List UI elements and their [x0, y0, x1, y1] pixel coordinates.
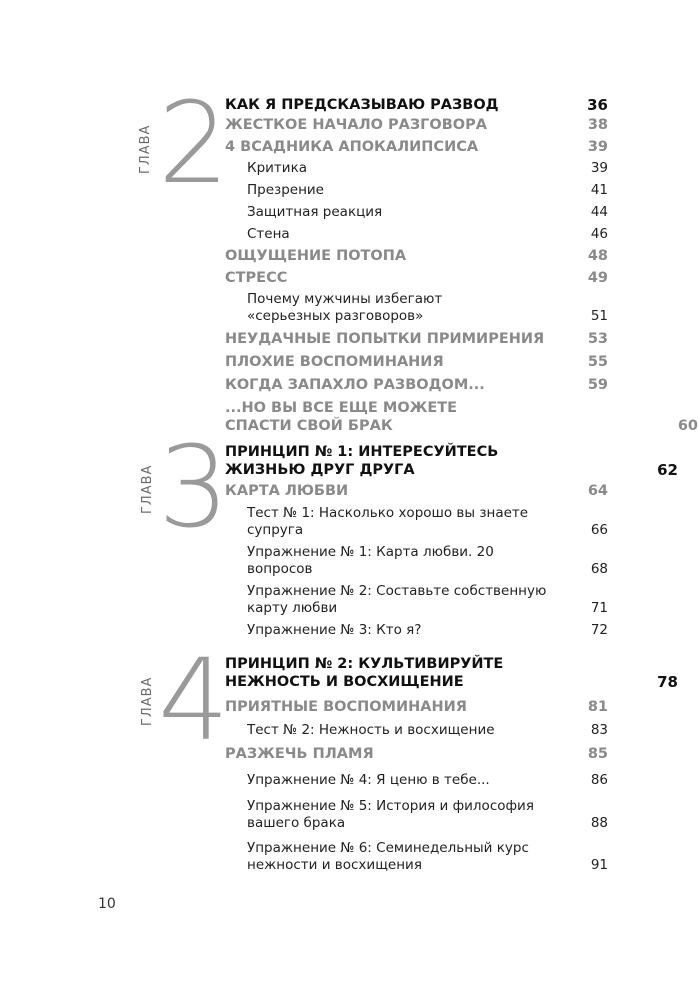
toc-subentry[interactable]: [225, 182, 608, 199]
toc-entry-page: 68: [590, 561, 608, 577]
toc-entry-page: 85: [587, 746, 608, 762]
toc-entry-text: ПЛОХИЕ ВОСПОМИНАНИЯ: [225, 354, 444, 370]
toc-entry-page: 71: [590, 600, 608, 616]
toc-entry[interactable]: [225, 399, 698, 435]
toc-subentry[interactable]: [225, 544, 608, 578]
toc-entry[interactable]: [225, 138, 608, 156]
toc-entry-page: 39: [590, 160, 608, 176]
toc-entry-text: Упражнение № 3: Кто я?: [247, 622, 422, 638]
toc-entry-text: 4 ВСАДНИКА АПОКАЛИПСИСА: [225, 139, 479, 155]
toc-entry-text: Упражнение № 5: История и философия вашего брака: [247, 798, 534, 831]
toc-subentry[interactable]: [225, 772, 608, 789]
toc-entry[interactable]: [225, 269, 608, 287]
chapter-2-number: 2: [158, 79, 230, 209]
toc-entry[interactable]: [225, 745, 608, 763]
chapter-3-toc: [225, 443, 678, 639]
toc-entry-text: Упражнение № 4: Я ценю в тебе...: [247, 772, 490, 788]
toc-page: 36: [587, 96, 608, 114]
toc-entry-page: 66: [590, 522, 608, 538]
toc-entry-text: ...НО ВЫ ВСЕ ЕЩЕ МОЖЕТЕ СПАСТИ СВОЙ БРАК: [225, 400, 458, 434]
toc-entry-text: Тест № 1: Насколько хорошо вы знаете супруга: [247, 505, 529, 538]
toc-entry-page: 72: [590, 622, 608, 638]
toc-subentry[interactable]: [225, 505, 608, 539]
chapter-3-label: ГЛАВА: [140, 464, 155, 514]
toc-entry-page: 41: [590, 182, 608, 198]
toc-entry-text: ЖЕСТКОЕ НАЧАЛО РАЗГОВОРА: [225, 117, 487, 133]
toc-chapter-title[interactable]: [225, 443, 678, 479]
toc-entry-page: 83: [590, 722, 608, 738]
toc-entry-text: РАЗЖЕЧЬ ПЛАМЯ: [225, 746, 374, 762]
toc-entry-text: Упражнение № 1: Карта любви. 20 вопросов: [247, 544, 494, 577]
toc-entry-page: 64: [587, 483, 608, 499]
toc-entry-page: 49: [587, 270, 608, 286]
toc-entry-text: Упражнение № 2: Составьте собственную карту любви: [247, 583, 547, 616]
toc-entry-page: 60: [677, 418, 698, 434]
toc-entry-page: 46: [590, 226, 608, 242]
toc-entry-text: КАРТА ЛЮБВИ: [225, 483, 349, 499]
toc-entry-text: Защитная реакция: [247, 204, 383, 220]
page-number: 10: [98, 896, 116, 912]
toc-entry-page: 55: [587, 354, 608, 370]
toc-entry[interactable]: [225, 353, 608, 371]
toc-entry-page: 91: [590, 857, 608, 873]
toc-entry[interactable]: [225, 698, 608, 716]
toc-entry-page: 88: [590, 815, 608, 831]
toc-chapter-title[interactable]: [225, 96, 608, 114]
toc-entry-page: 38: [587, 117, 608, 133]
toc-subentry[interactable]: [225, 840, 608, 874]
toc-subentry[interactable]: [225, 798, 608, 832]
toc-entry[interactable]: [225, 247, 608, 265]
toc-entry-text: Тест № 2: Нежность и восхищение: [247, 722, 495, 738]
toc-entry-text: КОГДА ЗАПАХЛО РАЗВОДОМ...: [225, 377, 485, 393]
chapter-3-number: 3: [158, 423, 230, 553]
toc-title: КАК Я ПРЕДСКАЗЫВАЮ РАЗВОД: [225, 97, 499, 113]
toc-entry-text: Критика: [247, 160, 307, 176]
toc-entry-page: 86: [590, 772, 608, 788]
toc-subentry[interactable]: [225, 160, 608, 177]
toc-entry-page: 44: [590, 204, 608, 220]
toc-entry-text: Стена: [247, 226, 290, 242]
toc-subentry[interactable]: [225, 291, 608, 325]
toc-subentry[interactable]: [225, 583, 608, 617]
toc-entry-page: 59: [587, 377, 608, 393]
toc-subentry[interactable]: [225, 622, 608, 639]
toc-entry-text: СТРЕСС: [225, 270, 288, 286]
toc-entry-text: Презрение: [247, 182, 324, 198]
chapter-2-label: ГЛАВА: [138, 124, 153, 174]
toc-subentry[interactable]: [225, 226, 608, 243]
toc-page: 78: [657, 673, 678, 691]
toc-entry-text: Почему мужчины избегают «серьезных разговоров»: [247, 291, 443, 324]
toc-entry-page: 48: [587, 248, 608, 264]
toc-entry-page: 53: [587, 331, 608, 347]
toc-entry-text: НЕУДАЧНЫЕ ПОПЫТКИ ПРИМИРЕНИЯ: [225, 331, 545, 347]
toc-entry-text: Упражнение № 6: Семинедельный курс нежности и восхищения: [247, 840, 529, 873]
toc-entry-text: ОЩУЩЕНИЕ ПОТОПА: [225, 248, 407, 264]
toc-subentry[interactable]: [225, 722, 608, 739]
toc-entry[interactable]: [225, 330, 608, 348]
chapter-2-toc: [225, 96, 698, 435]
chapter-4-toc: [225, 655, 678, 874]
toc-entry-page: 39: [587, 139, 608, 155]
toc-entry[interactable]: [225, 116, 608, 134]
toc-entry-page: 51: [590, 308, 608, 324]
toc-entry-page: 81: [587, 699, 608, 715]
toc-title: ПРИНЦИП № 1: ИНТЕРЕСУЙТЕСЬ ЖИЗНЬЮ ДРУГ ДРУГА: [225, 444, 499, 478]
chapter-4-number: 4: [158, 636, 230, 766]
toc-entry[interactable]: [225, 376, 608, 394]
toc-entry[interactable]: [225, 482, 608, 500]
toc-subentry[interactable]: [225, 204, 608, 221]
toc-entry-text: ПРИЯТНЫЕ ВОСПОМИНАНИЯ: [225, 699, 467, 715]
chapter-4-label: ГЛАВА: [140, 676, 155, 726]
toc-title: ПРИНЦИП № 2: КУЛЬТИВИРУЙТЕ НЕЖНОСТЬ И ВОСХИЩЕНИЕ: [225, 656, 504, 690]
toc-chapter-title[interactable]: [225, 655, 678, 691]
toc-page: 62: [657, 461, 678, 479]
